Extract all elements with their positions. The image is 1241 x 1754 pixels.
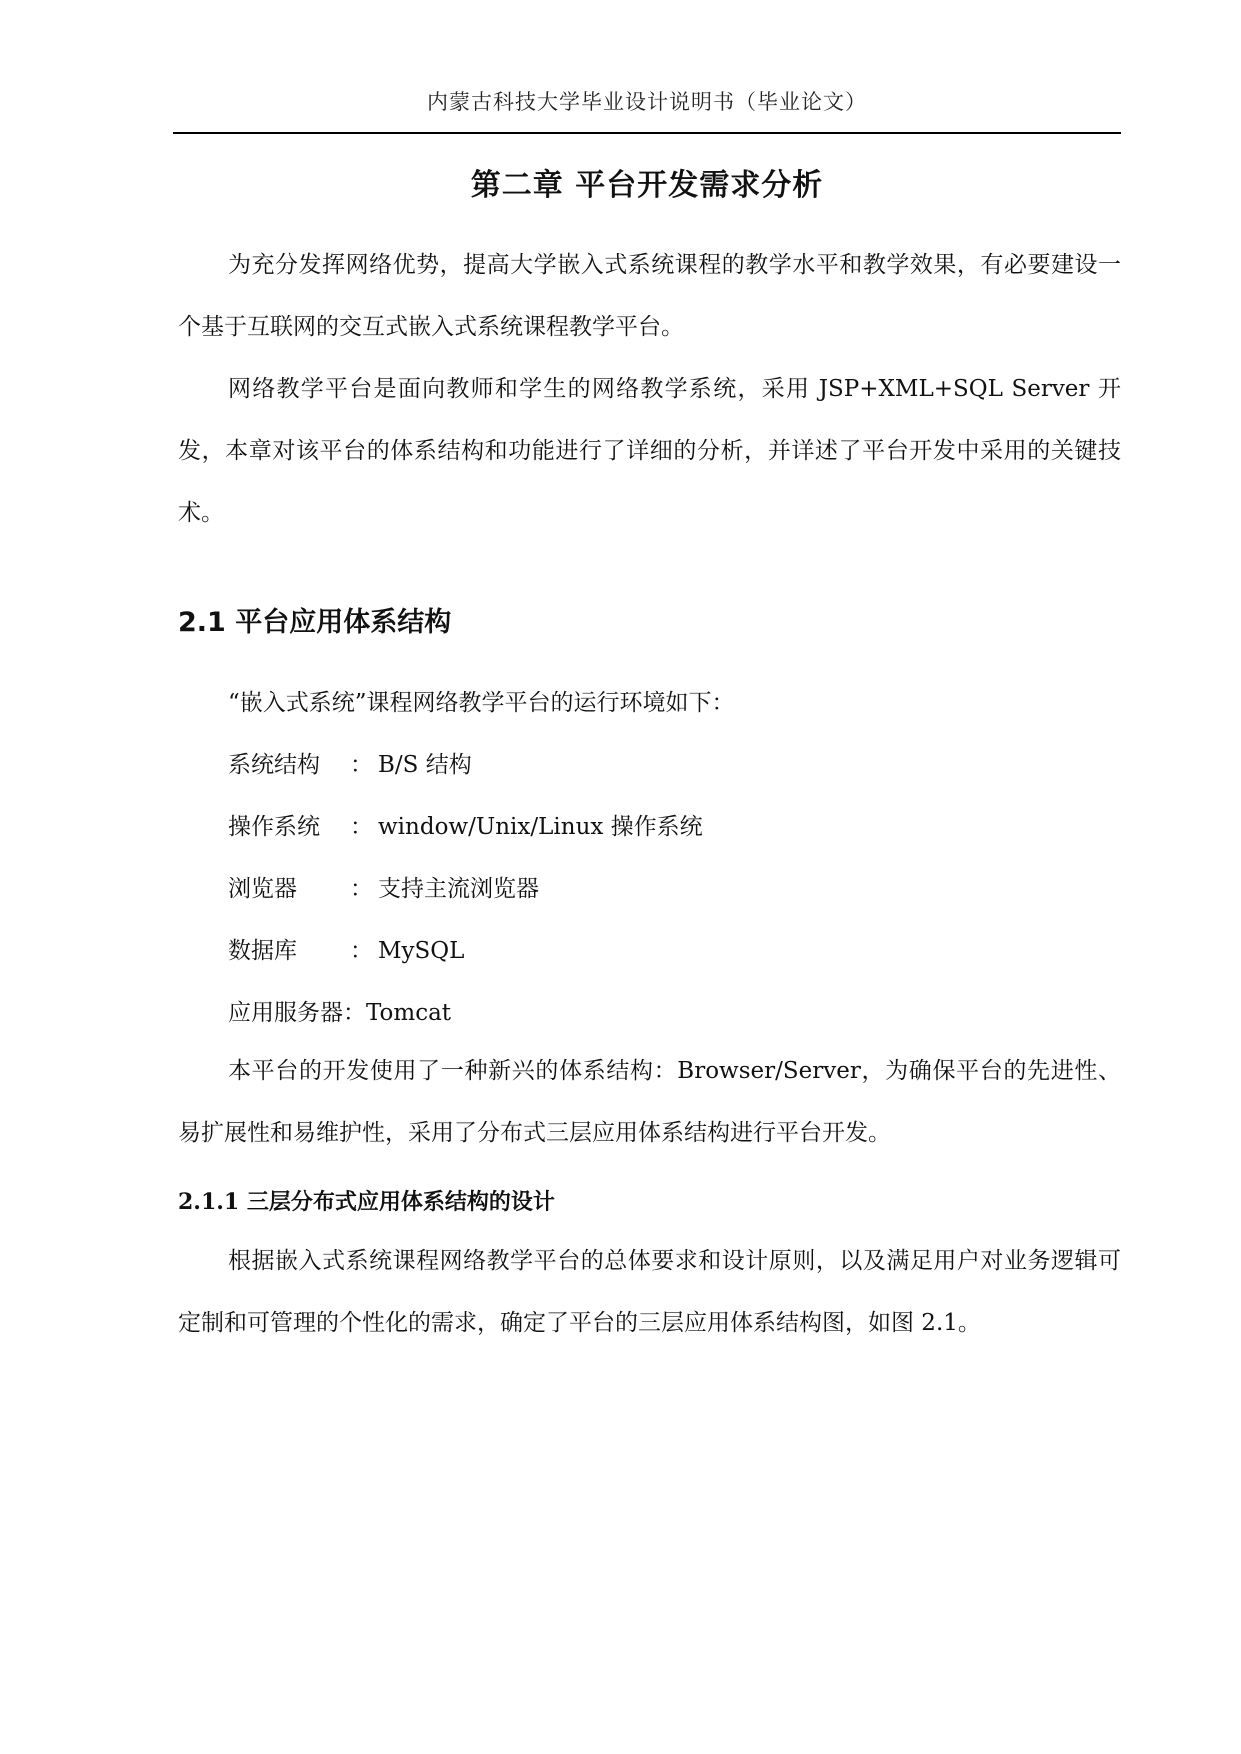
env-item-browser bbox=[228, 874, 539, 904]
env-item-database bbox=[228, 936, 464, 966]
three-tier-paragraph: 根据嵌入式系统课程网络教学平台的总体要求和设计原则，以及满足用户对业务逻辑可定制和可管理的个性化的需求，确定了平台的三层应用体系结构图，如图 2.1。 bbox=[178, 1248, 1121, 1336]
section-title-2-1: 2.1 平台应用体系结构 bbox=[178, 607, 452, 638]
env-label: 浏览器 bbox=[228, 876, 297, 902]
env-value: MySQL bbox=[378, 938, 465, 964]
architecture-summary-paragraph: 本平台的开发使用了一种新兴的体系结构：Browser/Server，为确保平台的先进性、易扩展性和易维护性，采用了分布式三层应用体系结构进行平台开发。 bbox=[178, 1058, 1121, 1146]
env-separator: ： bbox=[343, 1000, 366, 1026]
env-label: 应用服务器 bbox=[228, 1000, 343, 1026]
env-label: 系统结构 bbox=[228, 752, 320, 778]
intro-paragraph-2: 网络教学平台是面向教师和学生的网络教学系统，采用 JSP+XML+SQL Server 开发，本章对该平台的体系结构和功能进行了详细的分析，并详述了平台开发中采用的关键技术。 bbox=[178, 376, 1121, 526]
chapter-title: 第二章 平台开发需求分析 bbox=[470, 168, 824, 203]
env-separator: ： bbox=[350, 752, 373, 778]
env-separator: ： bbox=[350, 814, 373, 840]
environment-intro: “嵌入式系统”课程网络教学平台的运行环境如下： bbox=[228, 690, 735, 716]
header-rule bbox=[173, 132, 1121, 134]
env-value: window/Unix/Linux 操作系统 bbox=[378, 814, 703, 840]
subsection-title-2-1-1: 2.1.1 三层分布式应用体系结构的设计 bbox=[178, 1189, 555, 1215]
env-item-app-server bbox=[228, 998, 451, 1028]
env-label: 操作系统 bbox=[228, 814, 320, 840]
intro-paragraph-1: 为充分发挥网络优势，提高大学嵌入式系统课程的教学水平和教学效果，有必要建设一个基于互联网的交互式嵌入式系统课程教学平台。 bbox=[178, 252, 1121, 340]
env-value: Tomcat bbox=[366, 1000, 452, 1026]
env-item-operating-system bbox=[228, 812, 703, 842]
env-separator: ： bbox=[350, 876, 373, 902]
env-value: 支持主流浏览器 bbox=[378, 876, 539, 902]
running-header: 内蒙古科技大学毕业设计说明书（毕业论文） bbox=[427, 90, 867, 114]
env-label: 数据库 bbox=[228, 938, 297, 964]
env-separator: ： bbox=[350, 938, 373, 964]
env-value: B/S 结构 bbox=[378, 752, 472, 778]
env-item-system-architecture bbox=[228, 750, 472, 780]
